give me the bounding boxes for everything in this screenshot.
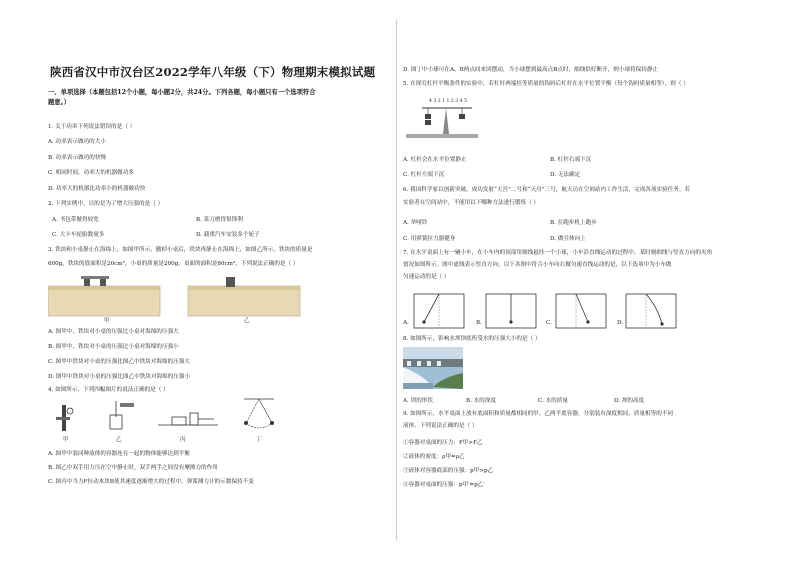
q1-option-d: D. 功率大的机器比功率小的机器做功快 [48, 186, 146, 192]
q5-option-c: C. 杠杆左端下沉 [403, 172, 445, 178]
q3-option-b: B. 图甲中，铁块对小桌的压强比小桌对海绵的压强小 [48, 344, 179, 350]
q2-option-b: B. 菜刀磨得很锋利 [196, 217, 243, 223]
q9-statement-4: ④容器对桌面的压强：p甲′=p乙′ [403, 482, 485, 488]
column-divider [396, 20, 397, 540]
q8-option-b: B. 水的深度 [466, 398, 497, 404]
q3-option-a: A. 图甲中，铁块对小桌的压强比小桌对海绵的压强大 [48, 329, 179, 335]
q9-stem-line1: 9. 如图所示，水平桌面上放有底面积和质量都相同的甲、乙两平底容器，分别装有深度相同、质量相等的不同 [403, 411, 674, 417]
q3-stem-line1: 3. 铁块和小桌静止在海绵上，如图甲所示，撤掉小桌后，铁块再静止在海绵上，如图乙所示，铁块的质量是 [48, 247, 313, 253]
q6-stem-line2: 实验者在空间站中，不能用以下哪种方法进行锻炼（ ） [403, 200, 540, 206]
q1-option-c: C. 相同时间，功率大的机器做功多 [48, 170, 134, 176]
q5-option-d: D. 无法确定 [550, 172, 581, 178]
section-heading-line1: 一、单项选择（本题包括12个小题，每小题2分，共24分。下列各题，每小题只有一个选项符合 [48, 89, 316, 96]
q6-option-c: C. 用弹簧拉力器健身 [403, 236, 456, 242]
q5-option-b: B. 杠杆右端下沉 [550, 157, 592, 163]
q9-stem-line2: 液体，下列说法正确的是（ ） [403, 423, 478, 429]
q9-statement-1: ①容器对桌面的压力：F甲>F乙 [403, 440, 483, 446]
q4-label-jia: 甲 [63, 437, 69, 443]
q8-option-a: A. 坝的形状 [403, 398, 433, 404]
q7-option-b: B. [476, 320, 482, 326]
q4-option-d: D. 图丁中小球可在A、B两点间来回摆动，当小球摆到最高点B点时，细线恰好断开，则小球将保持静止 [403, 67, 659, 73]
q5-option-a: A. 杠杆会在水平位置静止 [403, 157, 467, 163]
q4-label-ding: 丁 [256, 437, 262, 443]
q4-option-b: B. 图乙中双手用力压在空中静止时，双手两手之间没有摩擦力的作用 [48, 465, 218, 471]
q4-stem: 4. 如图所示，下列四幅图片的说法正确的是（ ） [48, 387, 169, 393]
q6-option-a: A. 举哑铃 [403, 220, 428, 226]
q3-stem-line2: 600g，铁块的底面积是20cm²，小桌的质量是200g，桌面的面积是80cm²，下列说法正确的是（ ） [48, 261, 299, 267]
lever-tick-labels: 4 3 2 1 1 2 3 4 5 [429, 99, 467, 104]
q5-lever-figure [404, 104, 478, 140]
q3-figure [48, 272, 378, 322]
dam-photo [403, 347, 463, 389]
q7-stem-line3: 匀速运动的是（ ） [403, 274, 450, 280]
q6-option-d: D. 做引体向上 [550, 236, 586, 242]
page-title: 陕西省汉中市汉台区2022学年八年级（下）物理期末模拟试题 [50, 65, 376, 79]
q7-option-a: A. [403, 320, 409, 326]
q7-option-c: C. [546, 320, 552, 326]
q5-stem: 5. 在探究杠杆平衡条件的实验中，若杠杆两端挂等质量的钩码后杠杆在水平位置平衡（每个钩码质量相等），则（ ） [403, 81, 689, 87]
q1-stem: 1. 关于功率下列说法错误的是（ ） [48, 124, 136, 130]
q9-statement-2: ②液体的密度：ρ甲=ρ乙 [403, 454, 465, 460]
q7-option-d: D. [617, 320, 624, 326]
q1-option-a: A. 功率表示做功的大小 [48, 139, 106, 145]
q3-option-c: C. 图甲中铁块对小桌的压强比图乙中铁块对海绵的压强大 [48, 359, 190, 365]
q7-stem-line2: 情况如图所示。图中虚线表示竖直方向，以下各图中符合小车向右做匀速直线运动的是，以下选项中为小车做 [403, 262, 672, 268]
q6-option-b: B. 在跑步机上跑步 [550, 220, 597, 226]
q3-option-d: D. 图甲中铁块对小桌的压强比图乙中铁块对海绵的压强小 [48, 374, 191, 380]
q4-label-bing: 丙 [180, 437, 186, 443]
q4-figure [48, 395, 288, 437]
q2-option-a: A. 书包带做得较宽 [52, 217, 99, 223]
q8-option-d: D. 坝的高度 [614, 398, 645, 404]
q2-option-d: D. 载重汽车安装多个轮子 [196, 232, 260, 238]
q2-option-c: C. 大卡车轮胎数量多 [52, 232, 105, 238]
q6-stem-line1: 6. 我国科学家以创新突破，成功发射“天宫”二号和“天舟”三号，航天员在空间站内工作生活，完成各项实验任务。若 [403, 187, 691, 193]
q7-stem-line1: 7. 在水平桌面上有一辆小车，在小车内的顶部用细线悬挂一个小球，小车沿直线运动的过程中，某时刻细线与竖直方向的夹角 [403, 250, 713, 256]
q9-statement-3: ③液体对容器底部的压强：p甲>p乙 [403, 468, 494, 474]
q8-stem: 8. 如图所示，影响水坝坝底所受水的压强大小的是（ ） [403, 336, 541, 342]
q4-option-c: C. 图丙中当力F拉动木块B使其速度逐渐增大的过程中，弹簧测力计的示数保持不变 [48, 479, 254, 485]
q4-option-a: A. 图甲中装同种液体的容器连在一起的物体能够达到平衡 [48, 451, 190, 457]
q4-label-yi: 乙 [116, 437, 122, 443]
q3-figure-label-yi: 乙 [244, 318, 250, 324]
q7-figure [412, 292, 692, 332]
section-heading-line2: 题意。） [48, 99, 71, 106]
q3-figure-label-jia: 甲 [104, 318, 110, 324]
q1-option-b: B. 功率表示做功的快慢 [48, 155, 107, 161]
q8-option-c: C. 水的质量 [538, 398, 569, 404]
q2-stem: 2. 下列实例中，目的是为了增大压强的是（ ） [48, 201, 164, 207]
